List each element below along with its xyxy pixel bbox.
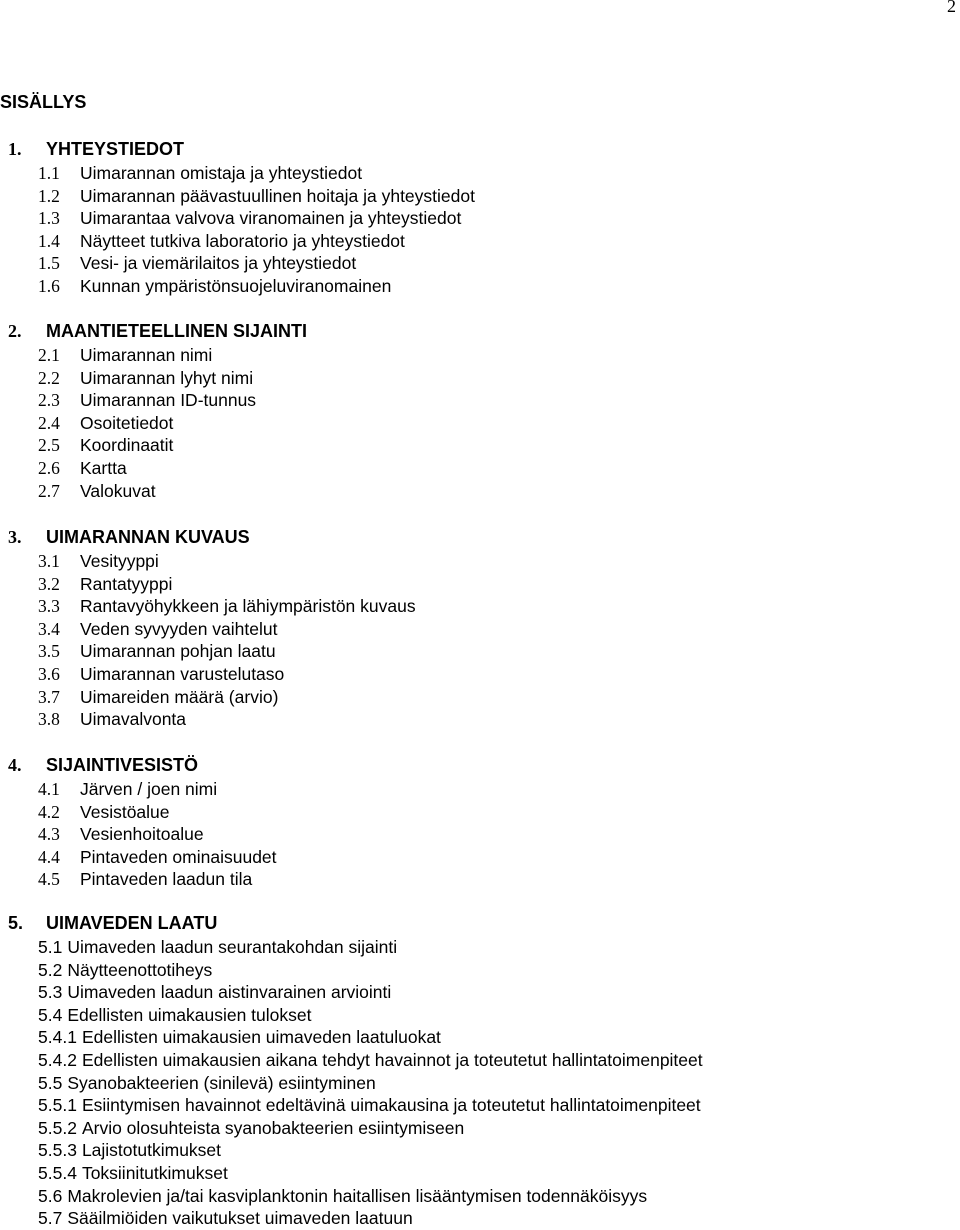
toc-item-number: 5.7 <box>38 1208 63 1228</box>
toc-item-number: 1.6 <box>38 276 60 296</box>
toc-item-label: Syanobakteerien (sinilevä) esiintyminen <box>67 1073 376 1093</box>
toc-section-label: UIMAVEDEN LAATU <box>46 913 218 933</box>
toc-item <box>38 939 397 957</box>
toc-item <box>38 1188 647 1206</box>
toc-item-label: Uimarannan nimi <box>80 345 213 365</box>
toc-item-label: Sääilmiöiden vaikutukset uimaveden laatuun <box>67 1208 413 1228</box>
toc-item-label: Uimarannan ID-tunnus <box>80 390 257 410</box>
toc-item-label: Uimarannan omistaja ja yhteystiedot <box>80 163 363 183</box>
toc-item <box>38 1142 221 1160</box>
toc-item-number: 4.1 <box>38 779 60 799</box>
toc-item <box>38 1007 312 1025</box>
toc-item-number: 3.1 <box>38 551 60 571</box>
toc-item <box>38 598 416 616</box>
toc-item-label: Vesi- ja viemärilaitos ja yhteystiedot <box>80 253 357 273</box>
toc-item <box>38 781 217 799</box>
toc-item <box>38 962 212 980</box>
toc-item <box>38 984 391 1002</box>
toc-item-label: Vesityyppi <box>80 551 159 571</box>
toc-item-number: 5.2 <box>38 960 63 980</box>
toc-item <box>38 1210 413 1228</box>
toc-item-number: 5.1 <box>38 937 63 957</box>
toc-item-label: Uimarannan varustelutaso <box>80 664 285 684</box>
toc-item-number: 1.5 <box>38 253 60 273</box>
toc-item <box>38 437 173 455</box>
toc-section-label: YHTEYSTIEDOT <box>46 139 185 159</box>
toc-item <box>38 826 204 844</box>
toc-item-label: Lajistotutkimukset <box>81 1140 222 1160</box>
toc-item-label: Veden syvyyden vaihtelut <box>80 619 278 639</box>
toc-item-label: Uimarannan lyhyt nimi <box>80 368 254 388</box>
toc-item-label: Uimarannan pohjan laatu <box>80 641 276 661</box>
toc-item <box>38 1097 701 1115</box>
toc-item <box>38 483 156 501</box>
toc-item-number: 2.5 <box>38 435 60 455</box>
toc-item-number: 5.5.2 <box>38 1118 77 1138</box>
toc-item-label: Edellisten uimakausien uimaveden laatuluokat <box>81 1027 441 1047</box>
toc-item-number: 2.3 <box>38 390 60 410</box>
toc-section-heading <box>8 140 184 158</box>
toc-item-label: Vesienhoitoalue <box>80 824 204 844</box>
toc-item-number: 4.2 <box>38 802 60 822</box>
toc-item-number: 4.3 <box>38 824 60 844</box>
toc-item-label: Uimaveden laadun aistinvarainen arviointi <box>67 982 392 1002</box>
toc-section-heading <box>8 756 198 774</box>
toc-item <box>38 255 356 273</box>
toc-section-label: MAANTIETEELLINEN SIJAINTI <box>46 321 308 341</box>
toc-item-number: 4.5 <box>38 869 60 889</box>
toc-item <box>38 210 461 228</box>
toc-item-label: Kunnan ympäristönsuojeluviranomainen <box>80 276 392 296</box>
toc-item <box>38 1075 376 1093</box>
toc-item-number: 1.1 <box>38 163 60 183</box>
toc-item-label: Uimaveden laadun seurantakohdan sijainti <box>67 937 398 957</box>
toc-item <box>38 165 362 183</box>
toc-item-label: Järven / joen nimi <box>80 779 218 799</box>
toc-item-number: 2.7 <box>38 481 60 501</box>
toc-item-number: 2.2 <box>38 368 60 388</box>
toc-section-label: SIJAINTIVESISTÖ <box>46 755 199 775</box>
toc-item-label: Arvio olosuhteista syanobakteerien esiintymiseen <box>81 1118 465 1138</box>
toc-section-number: 3. <box>8 527 22 547</box>
toc-item-number: 1.4 <box>38 231 60 251</box>
toc-item-number: 4.4 <box>38 847 60 867</box>
toc-item-number: 2.6 <box>38 458 60 478</box>
toc-item <box>38 460 127 478</box>
toc-item-number: 3.7 <box>38 687 60 707</box>
toc-item <box>38 278 391 296</box>
toc-section-number: 1. <box>8 139 22 159</box>
toc-item <box>38 576 172 594</box>
toc-item-number: 3.2 <box>38 574 60 594</box>
toc-item-label: Uimarantaa valvova viranomainen ja yhteystiedot <box>80 208 462 228</box>
toc-item-number: 5.5 <box>38 1073 63 1093</box>
toc-item-label: Vesistöalue <box>80 802 170 822</box>
toc-item-number: 5.4 <box>38 1005 63 1025</box>
toc-item-number: 5.6 <box>38 1186 63 1206</box>
toc-item <box>38 871 252 889</box>
toc-item-number: 3.6 <box>38 664 60 684</box>
toc-item-number: 2.1 <box>38 345 60 365</box>
toc-item <box>38 392 256 410</box>
toc-item-label: Uimarannan päävastuullinen hoitaja ja yhteystiedot <box>80 186 475 206</box>
toc-item <box>38 370 253 388</box>
toc-section-number: 2. <box>8 321 22 341</box>
toc-item-label: Osoitetiedot <box>80 413 174 433</box>
toc-item-label: Rantavyöhykkeen ja lähiympäristön kuvaus <box>80 596 416 616</box>
toc-item-label: Makrolevien ja/tai kasviplanktonin haitallisen lisääntymisen todennäköisyys <box>67 1186 648 1206</box>
toc-item-number: 3.5 <box>38 641 60 661</box>
toc-item-number: 5.5.3 <box>38 1140 77 1160</box>
toc-item-number: 3.3 <box>38 596 60 616</box>
toc-item-label: Uimavalvonta <box>80 709 187 729</box>
toc-item-label: Edellisten uimakausien tulokset <box>67 1005 312 1025</box>
toc-item-number: 5.4.2 <box>38 1050 77 1070</box>
toc-item-number: 5.5.4 <box>38 1163 77 1183</box>
toc-item-number: 3.4 <box>38 619 60 639</box>
toc-section-number: 4. <box>8 755 22 775</box>
toc-item-label: Pintaveden ominaisuudet <box>80 847 277 867</box>
toc-item <box>38 643 276 661</box>
toc-item <box>38 553 159 571</box>
toc-item <box>38 621 278 639</box>
toc-item <box>38 1052 703 1070</box>
toc-item-number: 3.8 <box>38 709 60 729</box>
toc-item-label: Toksiinitutkimukset <box>81 1163 228 1183</box>
page-number: 2 <box>947 0 956 16</box>
toc-item <box>38 1120 464 1138</box>
toc-item-label: Pintaveden laadun tila <box>80 869 253 889</box>
toc-title: SISÄLLYS <box>0 92 87 112</box>
toc-item-label: Uimareiden määrä (arvio) <box>80 687 279 707</box>
toc-section-heading <box>8 914 217 932</box>
toc-item <box>38 1029 441 1047</box>
toc-item-label: Edellisten uimakausien aikana tehdyt havainnot ja toteutetut hallintatoimenpiteet <box>81 1050 703 1070</box>
toc-item <box>38 1165 228 1183</box>
toc-section-label: UIMARANNAN KUVAUS <box>46 527 250 547</box>
toc-item-number: 1.3 <box>38 208 60 228</box>
toc-item-label: Koordinaatit <box>80 435 174 455</box>
toc-section-number: 5. <box>8 913 24 933</box>
toc-section-heading <box>8 528 250 546</box>
toc-item-label: Esiintymisen havainnot edeltävinä uimakausina ja toteutetut hallintatoimenpiteet <box>81 1095 701 1115</box>
toc-item-number: 1.2 <box>38 186 60 206</box>
toc-item-label: Kartta <box>80 458 127 478</box>
toc-item <box>38 188 475 206</box>
toc-item-number: 5.5.1 <box>38 1095 77 1115</box>
toc-item <box>38 849 277 867</box>
toc-item-label: Näytteet tutkiva laboratorio ja yhteystiedot <box>80 231 405 251</box>
toc-item-number: 5.4.1 <box>38 1027 77 1047</box>
toc-item <box>38 711 186 729</box>
toc-item-label: Rantatyyppi <box>80 574 173 594</box>
toc-item <box>38 233 405 251</box>
toc-item-label: Näytteenottotiheys <box>67 960 213 980</box>
toc-item <box>38 689 278 707</box>
toc-item-number: 5.3 <box>38 982 63 1002</box>
toc-section-heading <box>8 322 307 340</box>
toc-item-number: 2.4 <box>38 413 60 433</box>
toc-item-label: Valokuvat <box>80 481 156 501</box>
toc-item <box>38 347 212 365</box>
toc-item <box>38 666 284 684</box>
toc-item <box>38 415 173 433</box>
toc-item <box>38 804 170 822</box>
